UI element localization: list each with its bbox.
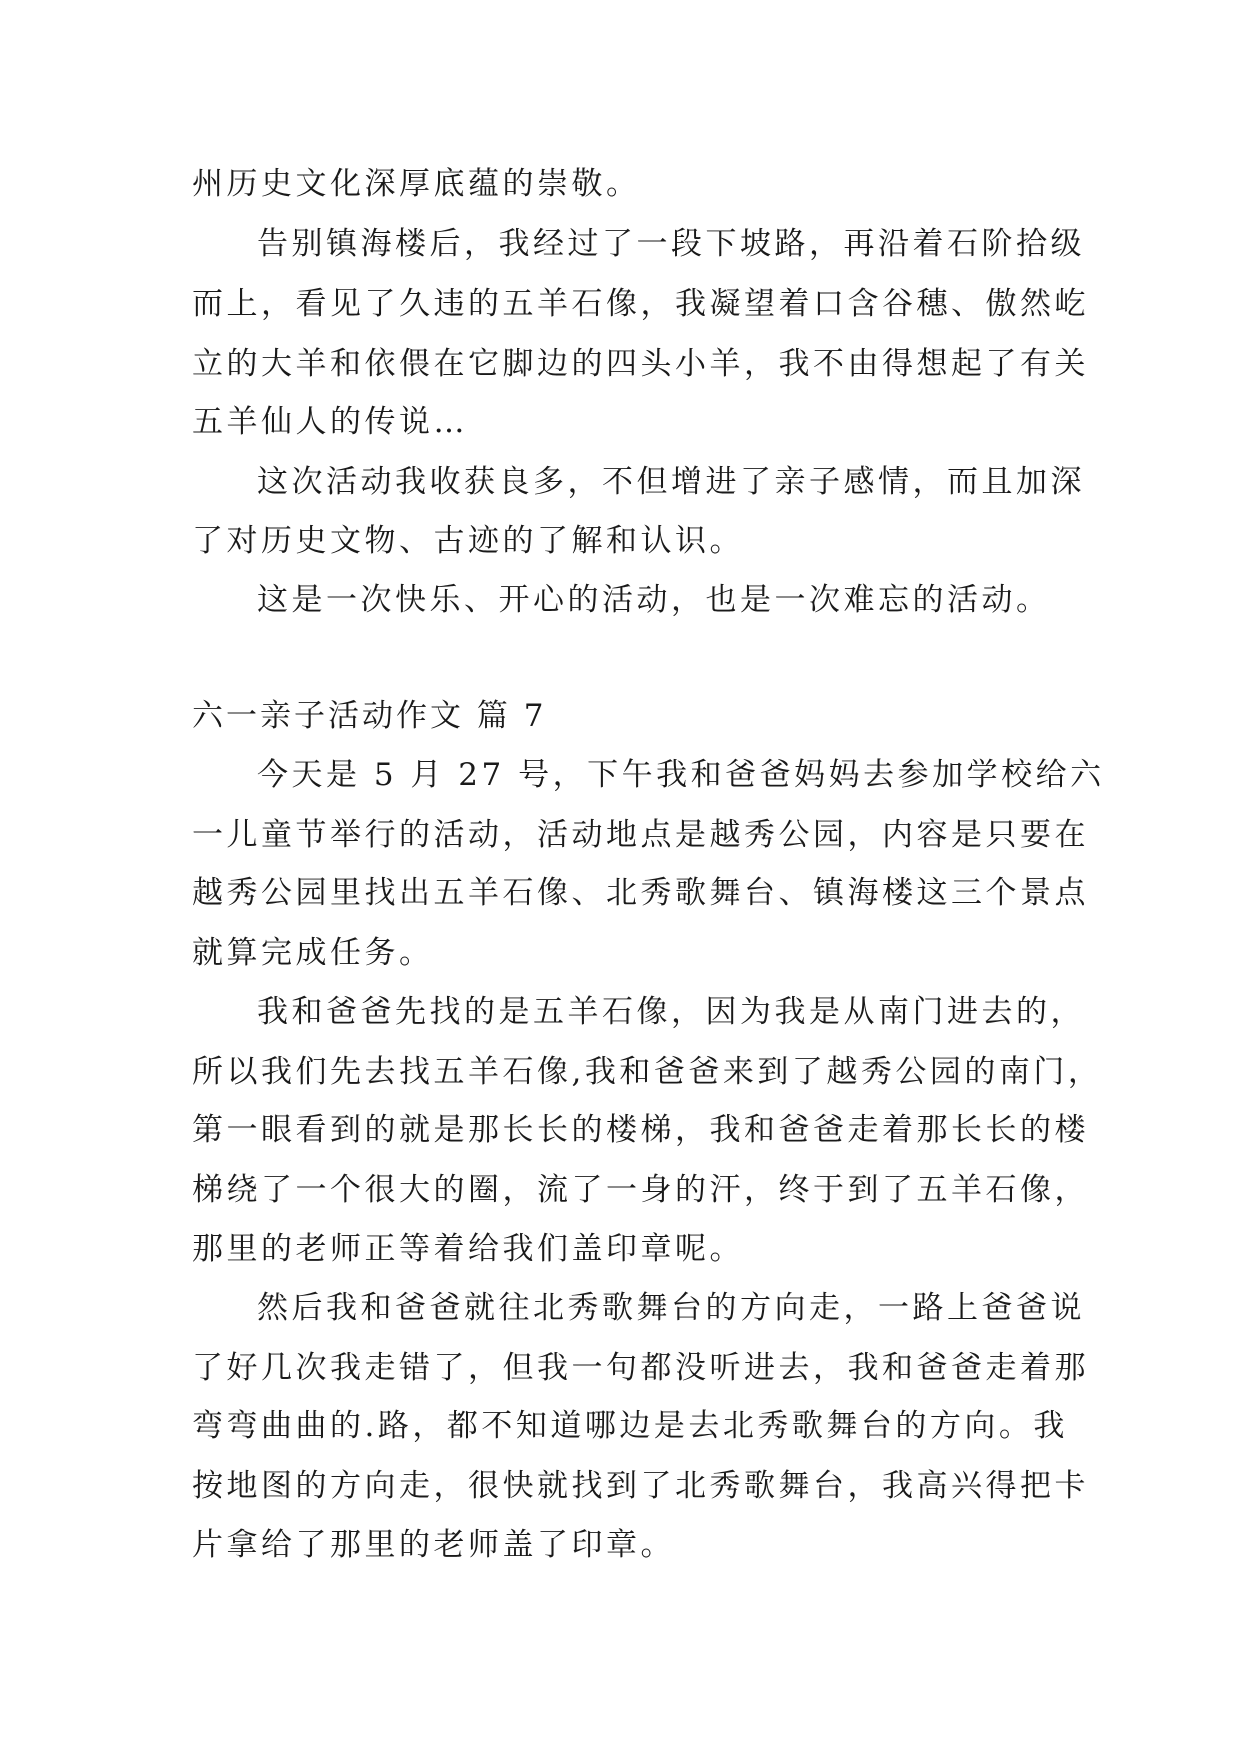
text-line: 我和爸爸先找的是五羊石像，因为我是从南门进去的， bbox=[257, 994, 1085, 1030]
text-line: 这是一次快乐、开心的活动，也是一次难忘的活动。 bbox=[257, 582, 1051, 618]
text-line: 立的大羊和依偎在它脚边的四头小羊，我不由得想起了有关 bbox=[192, 346, 1089, 382]
text-line: 梯绕了一个很大的圈，流了一身的汗，终于到了五羊石像， bbox=[192, 1172, 1089, 1208]
text-line: 那里的老师正等着给我们盖印章呢。 bbox=[192, 1231, 744, 1267]
text-line: 了对历史文物、古迹的了解和认识。 bbox=[192, 523, 744, 559]
text-line: 这次活动我收获良多，不但增进了亲子感情，而且加深 bbox=[257, 464, 1085, 500]
text-line: 所以我们先去找五羊石像,我和爸爸来到了越秀公园的南门， bbox=[192, 1054, 1103, 1090]
text-line: 州历史文化深厚底蕴的崇敬。 bbox=[192, 166, 641, 202]
text-line: 越秀公园里找出五羊石像、北秀歌舞台、镇海楼这三个景点 bbox=[192, 875, 1089, 911]
text-line: 就算完成任务。 bbox=[192, 935, 434, 971]
text-line: 而上，看见了久违的五羊石像，我凝望着口含谷穗、傲然屹 bbox=[192, 286, 1089, 322]
text-line: 今天是 5 月 27 号，下午我和爸爸妈妈去参加学校给六 bbox=[257, 757, 1105, 793]
text-line: 弯弯曲曲的.路，都不知道哪边是去北秀歌舞台的方向。我 bbox=[192, 1408, 1068, 1444]
text-line: 告别镇海楼后，我经过了一段下坡路，再沿着石阶拾级 bbox=[257, 226, 1085, 262]
text-line: 第一眼看到的就是那长长的楼梯，我和爸爸走着那长长的楼 bbox=[192, 1112, 1089, 1148]
text-line: 了好几次我走错了，但我一句都没听进去，我和爸爸走着那 bbox=[192, 1350, 1089, 1386]
text-line: 片拿给了那里的老师盖了印章。 bbox=[192, 1527, 675, 1563]
text-line: 按地图的方向走，很快就找到了北秀歌舞台，我高兴得把卡 bbox=[192, 1468, 1089, 1504]
text-line: 然后我和爸爸就往北秀歌舞台的方向走，一路上爸爸说 bbox=[257, 1290, 1085, 1326]
section-heading: 六一亲子活动作文 篇 7 bbox=[192, 698, 547, 734]
text-line: 一儿童节举行的活动，活动地点是越秀公园，内容是只要在 bbox=[192, 817, 1089, 853]
text-line: 五羊仙人的传说… bbox=[192, 404, 468, 440]
